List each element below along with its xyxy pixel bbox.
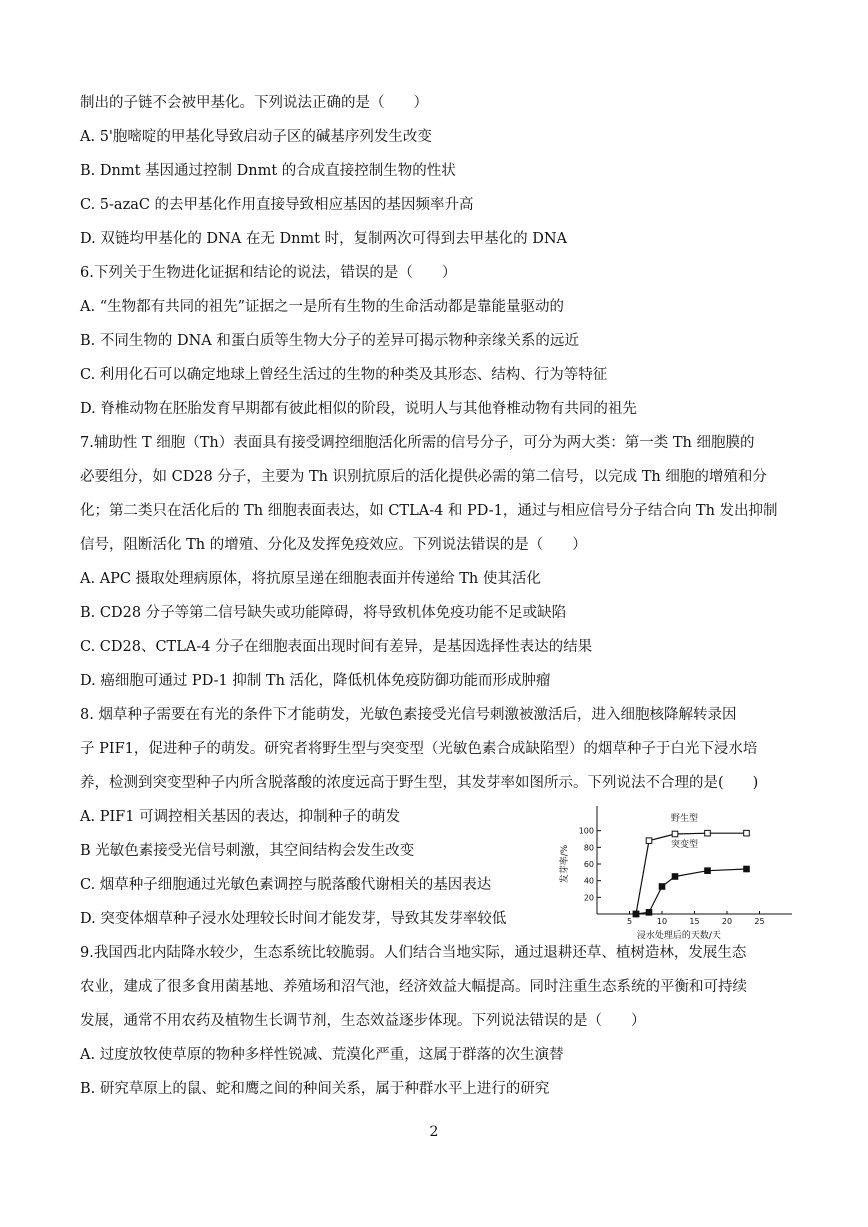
y-tick-label: 100	[578, 826, 594, 836]
text-line: A. “生物都有共同的祖先”证据之一是所有生物的生命活动都是靠能量驱动的	[80, 299, 565, 315]
x-tick-label: 20	[721, 917, 733, 926]
data-point	[659, 884, 665, 890]
y-axis-label: 发芽率/%	[560, 844, 570, 884]
x-tick-label: 25	[754, 917, 765, 926]
data-point	[705, 868, 711, 874]
text-line: 必要组分，如 CD28 分子，主要为 Th 识别抗原后的活化提供必需的第二信号，以完成 Th 细胞的增殖和分	[80, 469, 767, 485]
data-point	[744, 866, 750, 872]
data-point	[672, 874, 678, 880]
series-label: 突变型	[671, 840, 699, 850]
x-tick-label: 10	[656, 917, 668, 926]
x-axis-label: 浸水处理后的天数/天	[636, 931, 721, 941]
y-tick-label: 40	[583, 876, 594, 886]
text-line: 7.辅助性 T 细胞（Th）表面具有接受调控细胞活化所需的信号分子，可分为两大类：第一类 Th 细胞膜的	[80, 435, 755, 451]
text-line: A. 5'胞嘧啶的甲基化导致启动子区的碱基序列发生改变	[80, 129, 432, 145]
text-line: 6.下列关于生物进化证据和结论的说法，错误的是（ ）	[80, 265, 457, 281]
text-line: A. 过度放牧使草原的物种多样性锐减、荒漠化严重，这属于群落的次生演替	[80, 1047, 564, 1063]
x-tick-label: 5	[626, 917, 633, 926]
data-point	[744, 830, 750, 836]
text-line: C. CD28、CTLA-4 分子在细胞表面出现时间有差异，是基因选择性表达的结果	[80, 639, 593, 655]
text-line: A. PIF1 可调控相关基因的表达，抑制种子的萌发	[80, 809, 401, 825]
text-line: D. 突变体烟草种子浸水处理较长时间才能发芽，导致其发芽率较低	[80, 911, 507, 927]
text-line: B. Dnmt 基因通过控制 Dnmt 的合成直接控制生物的性状	[80, 163, 456, 179]
data-point	[646, 838, 652, 844]
text-line: 化；第二类只在活化后的 Th 细胞表面表达，如 CTLA-4 和 PD-1，通过与相应信号分子结合向 Th 发出抑制	[80, 503, 778, 519]
data-point	[633, 911, 639, 917]
data-point	[672, 831, 678, 837]
text-line: 制出的子链不会被甲基化。下列说法正确的是（ ）	[80, 95, 428, 111]
text-line: B. CD28 分子等第二信号缺失或功能障碍，将导致机体免疫功能不足或缺陷	[80, 605, 567, 621]
text-line: D. 双链均甲基化的 DNA 在无 Dnmt 时，复制两次可得到去甲基化的 DNA	[80, 231, 567, 247]
text-line: A. APC 摄取处理病原体，将抗原呈递在细胞表面并传递给 Th 使其活化	[80, 571, 541, 587]
text-line: 信号，阻断活化 Th 的增殖、分化及发挥免疫效应。下列说法错误的是（ ）	[80, 537, 587, 553]
data-point	[646, 910, 652, 916]
text-line: 养，检测到突变型种子内所含脱落酸的浓度远高于野生型，其发芽率如图所示。下列说法不合理的是( )	[80, 775, 759, 791]
text-line: B. 研究草原上的鼠、蛇和鹰之间的种间关系，属于种群水平上进行的研究	[80, 1081, 550, 1097]
text-line: B. 不同生物的 DNA 和蛋白质等生物大分子的差异可揭示物种亲缘关系的远近	[80, 333, 579, 349]
text-line: 9.我国西北内陆降水较少，生态系统比较脆弱。人们结合当地实际，通过退耕还草、植树造林，发展生态	[80, 945, 747, 961]
y-tick-label: 20	[583, 893, 594, 903]
text-line: 8. 烟草种子需要在有光的条件下才能萌发，光敏色素接受光信号刺激被激活后，进入细胞核降解转录因	[80, 707, 737, 723]
text-line: B 光敏色素接受光信号刺激，其空间结构会发生改变	[80, 843, 415, 859]
text-line: 子 PIF1，促进种子的萌发。研究者将野生型与突变型（光敏色素合成缺陷型）的烟草种子于白光下浸水培	[80, 741, 758, 757]
text-line: 农业，建成了很多食用菌基地、养殖场和沼气池，经济效益大幅提高。同时注重生态系统的平衡和可持续	[80, 979, 747, 995]
text-line: 发展，通常不用农药及植物生长调节剂，生态效益逐步体现。下列说法错误的是（ ）	[80, 1013, 646, 1029]
text-line: C. 利用化石可以确定地球上曾经生活过的生物的种类及其形态、结构、行为等特征	[80, 367, 608, 383]
page-number: 2	[429, 1124, 439, 1140]
y-tick-label: 60	[583, 860, 594, 869]
text-line: C. 烟草种子细胞通过光敏色素调控与脱落酸代谢相关的基因表达	[80, 877, 492, 893]
data-point	[705, 830, 711, 836]
text-line: D. 癌细胞可通过 PD-1 抑制 Th 活化，降低机体免疫防御功能而形成肿瘤	[80, 673, 551, 689]
y-tick-label: 80	[583, 843, 594, 853]
x-tick-label: 15	[689, 917, 700, 926]
text-line: C. 5-azaC 的去甲基化作用直接导致相应基因的基因频率升高	[80, 197, 474, 213]
series-label: 野生型	[671, 814, 699, 825]
series-line	[636, 869, 747, 914]
text-line: D. 脊椎动物在胚胎发育早期都有彼此相似的阶段，说明人与其他脊椎动物有共同的祖先	[80, 401, 637, 417]
germination-chart	[555, 796, 795, 944]
